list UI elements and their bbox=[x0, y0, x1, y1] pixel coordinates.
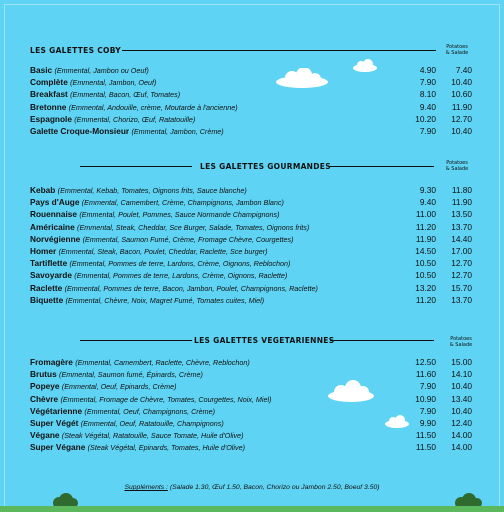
item-price: 11.20 bbox=[415, 221, 436, 232]
item-price: 7.90 bbox=[419, 405, 436, 416]
item-price-with-sides: 10.40 bbox=[451, 77, 472, 88]
section-title: LES GALETTES GOURMANDES bbox=[200, 162, 331, 171]
item-price: 11.90 bbox=[415, 233, 436, 244]
item-description: (Emmental, Andouille, crème, Moutarde à l'ancienne) bbox=[68, 102, 238, 112]
item-price: 12.50 bbox=[415, 357, 436, 367]
section-divider-right bbox=[330, 340, 434, 341]
item-description: (Emmental, Camembert, Crème, Champignons, Jambon Blanc) bbox=[81, 198, 284, 208]
supplements-label: Suppléments : bbox=[124, 484, 168, 491]
item-price-with-sides: 7.40 bbox=[455, 65, 472, 75]
item-price: 9.40 bbox=[419, 197, 436, 208]
item-name: Savoyarde bbox=[30, 270, 72, 281]
item-price-with-sides: 14.40 bbox=[451, 233, 472, 244]
section-divider bbox=[122, 50, 436, 51]
supplements-line bbox=[0, 484, 504, 491]
item-name: Américaine bbox=[30, 221, 75, 232]
item-price-with-sides: 11.90 bbox=[451, 197, 472, 208]
menu-item bbox=[30, 101, 474, 113]
menu-item bbox=[30, 221, 474, 233]
item-price-with-sides: 10.60 bbox=[451, 89, 472, 100]
item-price: 11.50 bbox=[415, 442, 436, 453]
section-header-vegetariennes bbox=[0, 332, 504, 350]
item-price-with-sides: 13.70 bbox=[451, 294, 472, 305]
cloud-icon bbox=[384, 414, 410, 428]
item-description: (Emmental, Pommes de terre, Lardons, Crème, Oignons, Raclette) bbox=[74, 271, 288, 281]
item-name: Tartiflette bbox=[30, 258, 68, 269]
item-description: (Emmental, Fromage de Chèvre, Tomates, Courgettes, Noix, Miel) bbox=[60, 394, 272, 404]
item-price-with-sides: 12.70 bbox=[451, 113, 472, 124]
menu-item bbox=[30, 441, 474, 453]
item-price: 4.90 bbox=[419, 65, 436, 75]
item-price: 10.20 bbox=[415, 113, 436, 124]
item-price: 7.90 bbox=[419, 77, 436, 88]
menu-item bbox=[30, 393, 474, 405]
item-name: Végane bbox=[30, 430, 60, 441]
item-price-with-sides: 13.50 bbox=[451, 209, 472, 220]
item-price: 9.90 bbox=[419, 418, 436, 428]
item-description: (Steak Végétal, Epinards, Tomates, Huile d'Olive) bbox=[87, 443, 245, 453]
item-description: (Emmental, Oeuf, Epinards, Crème) bbox=[61, 382, 177, 392]
menu-item bbox=[30, 196, 474, 208]
item-description: (Emmental, Chorizo, Œuf, Ratatouille) bbox=[74, 114, 196, 124]
item-description: (Emmental, Camembert, Raclette, Chèvre, Reblochon) bbox=[75, 358, 250, 367]
item-description: (Emmental, Saumon Fumé, Crème, Fromage Chèvre, Courgettes) bbox=[82, 234, 294, 244]
item-price-with-sides: 12.70 bbox=[451, 258, 472, 269]
cloud-icon bbox=[326, 380, 376, 402]
item-price: 10.50 bbox=[415, 258, 436, 269]
item-name: Espagnole bbox=[30, 113, 72, 124]
item-price: 11.50 bbox=[415, 430, 436, 441]
item-description: (Emmental, Saumon fumé, Épinards, Crème) bbox=[59, 370, 203, 380]
section-title: LES GALETTES VEGETARIENNES bbox=[194, 336, 335, 345]
item-name: Fromagère bbox=[30, 357, 73, 367]
column-header: Potatoes & Salade bbox=[445, 44, 469, 56]
item-name: Galette Croque-Monsieur bbox=[30, 126, 130, 136]
item-name: Rouennaise bbox=[30, 209, 78, 220]
item-description: (Emmental, Poulet, Pommes, Sauce Normande Champignons) bbox=[79, 210, 280, 220]
menu-item bbox=[30, 356, 474, 368]
item-price: 11.20 bbox=[415, 294, 436, 305]
item-price-with-sides: 13.40 bbox=[451, 393, 472, 404]
item-name: Pays d'Auge bbox=[30, 197, 80, 208]
item-price-with-sides: 10.40 bbox=[451, 405, 472, 416]
item-name: Norvégienne bbox=[30, 233, 81, 244]
menu-item bbox=[30, 380, 474, 392]
item-price-with-sides: 10.40 bbox=[451, 381, 472, 392]
section-title: LES GALETTES COBY bbox=[30, 46, 122, 55]
cloud-icon bbox=[352, 58, 378, 72]
section-divider-right bbox=[330, 166, 434, 167]
item-name: Brutus bbox=[30, 369, 57, 380]
item-price: 7.90 bbox=[419, 381, 436, 392]
cloud-icon bbox=[274, 68, 330, 88]
item-price-with-sides: 15.00 bbox=[451, 357, 472, 367]
item-name: Popeye bbox=[30, 381, 60, 392]
item-price-with-sides: 11.90 bbox=[451, 101, 472, 112]
menu-item bbox=[30, 245, 474, 257]
item-description: (Emmental, Jambon ou Oeuf) bbox=[54, 66, 149, 75]
item-name: Végétarienne bbox=[30, 405, 83, 416]
item-description: (Emmental, Oeuf, Champignons, Crème) bbox=[84, 406, 216, 416]
item-price: 9.40 bbox=[419, 101, 436, 112]
item-description: (Emmental, Steak, Cheddar, Sce Burger, Salade, Tomates, Oignons frits) bbox=[77, 222, 310, 232]
item-description: (Emmental, Jambon, Crème) bbox=[131, 127, 224, 136]
item-name: Chèvre bbox=[30, 393, 59, 404]
menu-item bbox=[30, 184, 474, 196]
item-name: Homer bbox=[30, 246, 57, 256]
menu-item bbox=[30, 125, 474, 137]
item-description: (Emmental, Kebab, Tomates, Oignons frits, Sauce blanche) bbox=[57, 186, 247, 195]
item-name: Biquette bbox=[30, 294, 64, 305]
item-price-with-sides: 13.70 bbox=[451, 221, 472, 232]
section-divider-left bbox=[80, 166, 192, 167]
item-price-with-sides: 12.70 bbox=[451, 270, 472, 281]
item-price: 11.00 bbox=[415, 209, 436, 220]
item-price-with-sides: 14.00 bbox=[451, 442, 472, 453]
item-name: Raclette bbox=[30, 282, 63, 293]
item-price-with-sides: 14.00 bbox=[451, 430, 472, 441]
item-description: (Emmental, Pommes de terre, Bacon, Jambon, Poulet, Champignons, Raclette) bbox=[64, 283, 318, 293]
item-price: 9.30 bbox=[419, 185, 436, 195]
menu-item bbox=[30, 76, 474, 88]
column-header: Potatoes & Salade bbox=[445, 160, 469, 172]
item-price: 8.10 bbox=[419, 89, 436, 100]
item-price-with-sides: 14.10 bbox=[451, 369, 472, 380]
section-header-gourmandes bbox=[0, 158, 504, 176]
item-price: 14.50 bbox=[415, 246, 436, 256]
item-name: Breakfast bbox=[30, 89, 68, 100]
menu-item bbox=[30, 233, 474, 245]
item-name: Super Végét bbox=[30, 418, 79, 428]
section-header-coby bbox=[0, 42, 504, 60]
supplements-text: (Salade 1.30, Œuf 1.50, Bacon, Chorizo ou Jambon 2.50, Boeuf 3.50) bbox=[169, 484, 380, 491]
item-price-with-sides: 12.40 bbox=[451, 418, 472, 428]
menu-item bbox=[30, 282, 474, 294]
item-name: Complète bbox=[30, 77, 68, 88]
menu-item bbox=[30, 294, 474, 306]
item-description: (Emmental, Steak, Bacon, Poulet, Cheddar, Raclette, Sce burger) bbox=[58, 247, 268, 256]
section-divider-left bbox=[80, 340, 192, 341]
menu-item bbox=[30, 208, 474, 220]
item-price-with-sides: 15.70 bbox=[451, 282, 472, 293]
menu-item bbox=[30, 88, 474, 100]
item-description: (Emmental, Pommes de terre, Lardons, Crème, Oignons, Reblochon) bbox=[69, 259, 291, 269]
item-name: Super Végane bbox=[30, 442, 86, 453]
menu-item bbox=[30, 429, 474, 441]
item-price: 7.90 bbox=[419, 126, 436, 136]
item-price: 11.60 bbox=[415, 369, 436, 380]
item-price-with-sides: 10.40 bbox=[451, 126, 472, 136]
menu-item bbox=[30, 269, 474, 281]
item-price-with-sides: 17.00 bbox=[451, 246, 472, 256]
item-price: 13.20 bbox=[415, 282, 436, 293]
item-name: Basic bbox=[30, 65, 53, 75]
item-description: (Emmental, Oeuf, Ratatouille, Champignons) bbox=[80, 419, 224, 428]
item-price: 10.90 bbox=[415, 393, 436, 404]
column-header: Potatoes & Salade bbox=[449, 336, 473, 348]
item-name: Bretonne bbox=[30, 101, 67, 112]
menu-item bbox=[30, 64, 474, 76]
item-description: (Emmental, Chèvre, Noix, Magret Fumé, Tomates cuites, Miel) bbox=[65, 295, 265, 305]
item-name: Kebab bbox=[30, 185, 56, 195]
item-description: (Steak Végétal, Ratatouille, Sauce Tomate, Huile d'Olive) bbox=[61, 431, 244, 441]
grass-strip bbox=[0, 506, 504, 512]
item-price-with-sides: 11.80 bbox=[451, 185, 472, 195]
menu-item bbox=[30, 368, 474, 380]
menu-item bbox=[30, 113, 474, 125]
item-description: (Emmental, Bacon, Œuf, Tomates) bbox=[70, 90, 181, 100]
item-price: 10.50 bbox=[415, 270, 436, 281]
menu-item bbox=[30, 257, 474, 269]
item-description: (Emmental, Jambon, Oeuf) bbox=[70, 78, 157, 88]
